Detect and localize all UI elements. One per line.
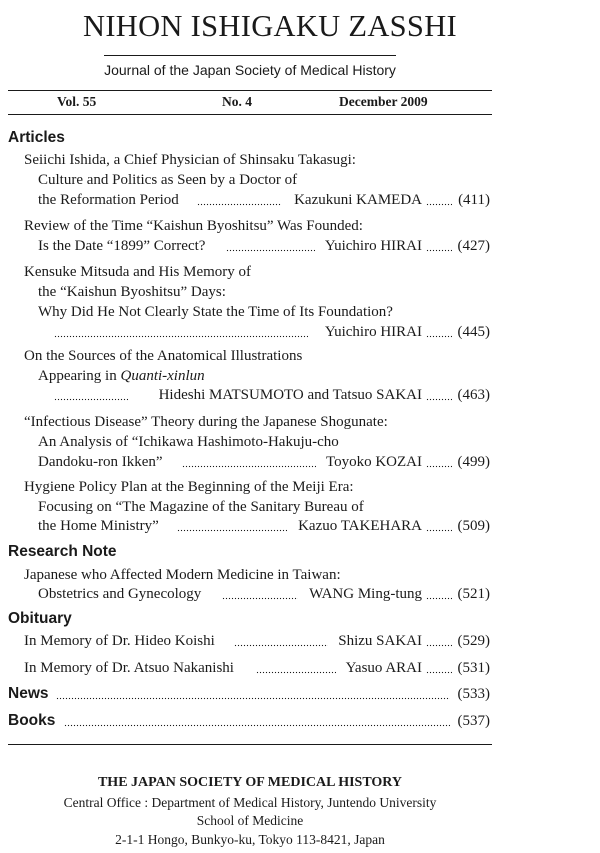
dot-leader [426,584,452,604]
office-address: 2-1-1 Hongo, Bunkyo-ku, Tokyo 113-8421, Japan [115,832,385,847]
dot-leader [54,385,128,405]
section-heading-obituary: Obituary [8,610,72,627]
dot-leader [226,236,315,256]
issue-volume: Vol. 55 [57,94,97,109]
issue-date: December 2009 [339,94,428,109]
entry-text: Hygiene Policy Plan at the Beginning of the Meiji Era: [24,479,354,495]
toc-entry-line [0,150,490,170]
dot-leader [54,322,308,342]
toc-entry-line[interactable] [0,322,490,342]
toc-entry-line[interactable] [0,584,490,604]
toc-entry-line [0,412,490,432]
toc-entry-line [0,346,490,366]
entry-text: In Memory of Dr. Atsuo Nakanishi [24,660,234,676]
toc-entry-line[interactable] [0,516,490,536]
dot-leader [222,584,298,604]
toc-entry-line [0,432,490,452]
toc-entry-line[interactable] [0,385,490,405]
entry-page: (411) [458,192,490,208]
toc-entry-line [0,497,490,517]
dot-leader [426,322,452,342]
entry-text: the Reformation Period [38,192,179,208]
dot-leader [426,236,452,256]
section-heading-news: News [8,685,49,702]
footer-rule [8,744,492,745]
dot-leader [256,658,336,678]
toc-entry-line[interactable] [0,190,490,210]
dot-leader [426,516,452,536]
entry-author: Shizu SAKAI [338,633,422,649]
toc-entry-line[interactable] [0,452,490,472]
issue-top-rule [8,90,492,91]
entry-text: Appearing in [38,368,121,384]
entry-text: Review of the Time “Kaishun Byoshitsu” Was Founded: [24,218,363,234]
issue-bottom-rule [8,114,492,115]
dot-leader [426,631,452,651]
entry-text: Why Did He Not Clearly State the Time of Its Foundation? [38,304,393,320]
entry-text: Seiichi Ishida, a Chief Physician of Shinsaku Takasugi: [24,152,356,168]
toc-entry-line [0,565,490,585]
dot-leader [197,190,281,210]
entry-page: (499) [457,454,490,470]
entry-text: In Memory of Dr. Hideo Koishi [24,633,215,649]
central-office: Central Office : Department of Medical History, Juntendo University [63,795,437,810]
toc-entry-line [0,282,490,302]
school-name: School of Medicine [196,813,304,828]
entry-author: WANG Ming-tung [309,586,422,602]
entry-page: (427) [457,238,490,254]
section-heading-articles: Articles [8,129,65,146]
entry-text: An Analysis of “Ichikawa Hashimoto-Hakuju-cho [38,434,339,450]
entry-author: Yasuo ARAI [345,660,422,676]
toc-entry-line [0,216,490,236]
toc-entry-line[interactable] [0,658,490,678]
dot-leader [182,452,316,472]
entry-author: Yuichiro HIRAI [324,324,422,340]
journal-title: NIHON ISHIGAKU ZASSHI [83,9,457,43]
entry-text: the “Kaishun Byoshitsu” Days: [38,284,226,300]
entry-author: Yuichiro HIRAI [324,238,422,254]
entry-text: “Infectious Disease” Theory during the Japanese Shogunate: [24,414,388,430]
entry-author: Hideshi MATSUMOTO and Tatsuo SAKAI [158,387,422,403]
dot-leader [426,452,452,472]
toc-entry-line [0,170,490,190]
dot-leader [177,516,287,536]
entry-italic-title: Quanti-xinlun [120,368,205,384]
toc-entry-line[interactable] [0,631,490,651]
toc-entry-news[interactable] [0,684,490,704]
entry-page: (537) [457,713,490,729]
dot-leader [56,684,450,704]
entry-page: (463) [457,387,490,403]
entry-text: Focusing on “The Magazine of the Sanitary Bureau of [38,499,364,515]
dot-leader [234,631,328,651]
entry-text: Is the Date “1899” Correct? [38,238,206,254]
dot-leader [426,658,452,678]
issue-number: No. 4 [222,94,252,109]
entry-text: the Home Ministry” [38,518,159,534]
entry-page: (521) [457,586,490,602]
toc-entry-books[interactable] [0,711,490,731]
entry-text: On the Sources of the Anatomical Illustrations [24,348,303,364]
toc-entry-line [0,366,490,386]
toc-entry-line [0,477,490,497]
entry-page: (445) [457,324,490,340]
entry-author: Kazukuni KAMEDA [294,192,422,208]
entry-text: Japanese who Affected Modern Medicine in Taiwan: [24,567,341,583]
toc-entry-line[interactable] [0,236,490,256]
entry-text: Obstetrics and Gynecology [38,586,202,602]
entry-author: Kazuo TAKEHARA [298,518,422,534]
entry-text: Culture and Politics as Seen by a Doctor of [38,172,298,188]
dot-leader [64,711,450,731]
entry-page: (533) [457,686,490,702]
entry-text: Kensuke Mitsuda and His Memory of [24,264,252,280]
toc-entry-line [0,262,490,282]
title-divider [104,55,396,56]
entry-page: (509) [457,518,490,534]
section-heading-research-note: Research Note [8,543,117,560]
society-name: THE JAPAN SOCIETY OF MEDICAL HISTORY [97,775,403,790]
dot-leader [426,385,452,405]
dot-leader [426,190,452,210]
entry-page: (531) [457,660,490,676]
entry-author: Toyoko KOZAI [325,454,422,470]
toc-entry-line [0,302,490,322]
section-heading-books: Books [8,712,56,729]
entry-text: Dandoku-ron Ikken” [38,454,163,470]
entry-page: (529) [457,633,490,649]
journal-subtitle: Journal of the Japan Society of Medical History [104,62,396,78]
